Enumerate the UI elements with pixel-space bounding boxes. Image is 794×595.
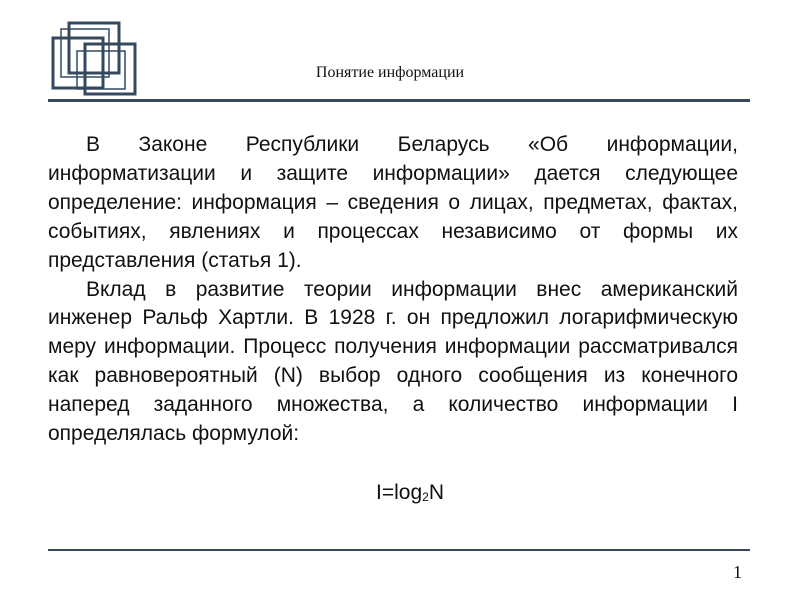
formula-log-base: 2 (422, 490, 429, 504)
paragraph-law-definition: В Законе Республики Беларусь «Об информации, информатизации и защите информации» дается следующее определение: информация – сведения о лицах, предметах, фактах, событиях, явлениях и процессах независимо от формы их представления (статья 1). (48, 133, 738, 272)
slide-body (48, 131, 738, 449)
page-number: 1 (733, 562, 742, 582)
formula-argument: N (428, 481, 444, 504)
header-divider (48, 99, 750, 102)
hartley-formula (376, 481, 444, 505)
paragraph-hartley: Вклад в развитие теории информации внес американский инженер Ральф Хартли. В 1928 г. он предложил логарифмическую меру информации. Процесс получения информации рассматривался как равновероятный (N) выбор одного сообщения из конечного наперед заданного множества, а количество информации I определялась формулой: (48, 277, 738, 446)
slide-title: Понятие информации (315, 64, 465, 81)
footer-divider (48, 549, 750, 551)
formula-lhs: I=log (376, 481, 423, 504)
overlapping-squares-logo-icon (50, 20, 140, 96)
